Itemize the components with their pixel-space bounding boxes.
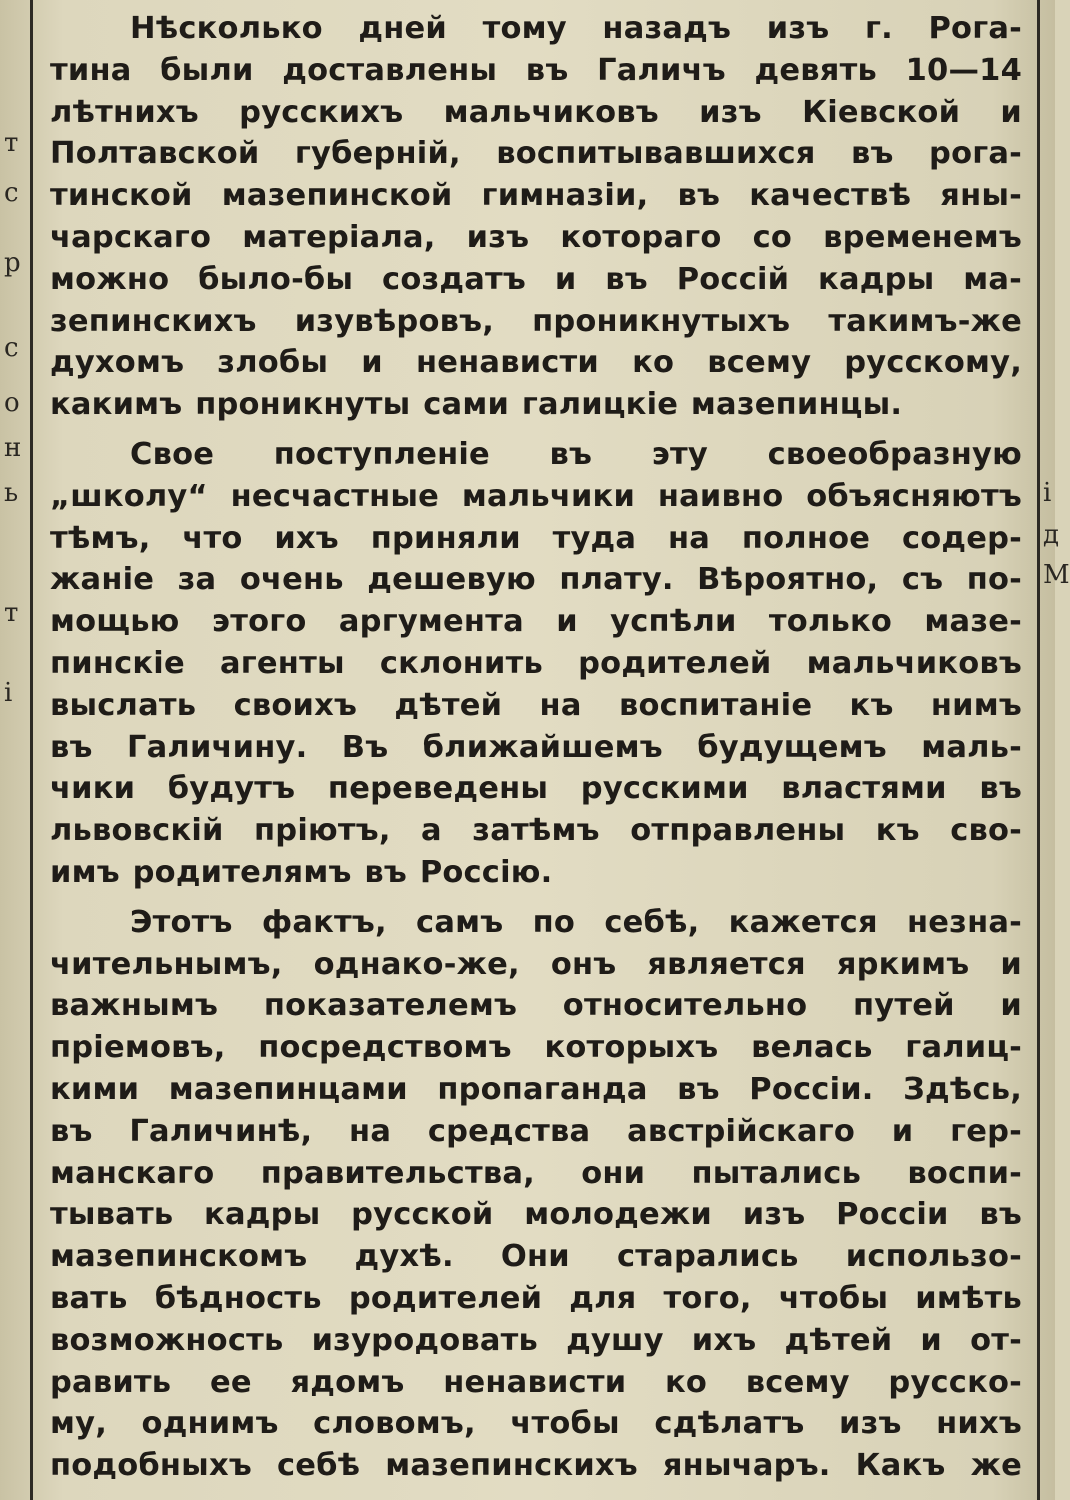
text-line: тывать кадры русской молодежи изъ Россіи въ [50, 1197, 1022, 1233]
article-paragraph [50, 8, 1022, 426]
right-margin-fragment: д [1043, 520, 1060, 550]
text-line: чительнымъ, однако-же, онъ является яркимъ и [50, 946, 1022, 982]
text-line: важнымъ показателемъ относительно путей и [50, 988, 1022, 1024]
article-paragraph [50, 902, 1022, 1487]
text-line: львовскій пріютъ, а затѣмъ отправлены къ сво- [50, 813, 1022, 849]
left-margin-fragment: т [4, 128, 19, 158]
text-line: равить ее ядомъ ненависти ко всему русско- [50, 1364, 1022, 1400]
text-line: му, однимъ словомъ, чтобы сдѣлатъ изъ нихъ [50, 1406, 1022, 1442]
text-line: зепинскихъ изувѣровъ, проникнутыхъ такимъ-же [50, 303, 1022, 339]
text-line: возможность изуродовать душу ихъ дѣтей и от- [50, 1322, 1022, 1358]
text-line: Нѣсколько дней тому назадъ изъ г. Рога- [130, 11, 1022, 46]
text-line: мазепинскомъ духѣ. Они старались использо- [50, 1239, 1022, 1275]
text-line: вать бѣдность родителей для того, чтобы имѣть [50, 1280, 1022, 1316]
text-line: Свое поступленіе въ эту своеобразную [130, 436, 1022, 472]
article-paragraph [50, 434, 1022, 894]
text-line: духомъ злобы и ненависти ко всему русскому, [50, 345, 1022, 381]
text-line: мощью этого аргумента и успѣли только мазе- [50, 604, 1022, 640]
text-line: лѣтнихъ русскихъ мальчиковъ изъ Кіевской и [50, 94, 1022, 130]
text-line: Этотъ фактъ, самъ по себѣ, кажется незна- [130, 904, 1022, 940]
text-line: кими мазепинцами пропаганда въ Россіи. Здѣсь, [50, 1071, 1022, 1107]
right-margin-fragment: і [1043, 478, 1052, 508]
text-line: въ Галичину. Въ ближайшемъ будущемъ маль- [50, 729, 1022, 765]
paragraph-gap [50, 426, 1022, 434]
text-line: можно было-бы создатъ и въ Россій кадры ма- [50, 261, 1022, 297]
left-margin-fragment: с [4, 178, 19, 208]
text-line: какимъ проникнуты сами галицкіе мазепинцы. [50, 387, 903, 423]
text-line: тина были доставлены въ Галичъ девять 10—14 [50, 52, 1022, 88]
text-line: тинской мазепинской гимназіи, въ качествѣ яны- [50, 178, 1022, 214]
left-column-rule [30, 0, 33, 1500]
right-margin-fragment: М [1043, 560, 1070, 590]
left-margin-fragment: с [4, 333, 19, 363]
left-margin-fragment: о [4, 388, 20, 418]
right-column-rule [1037, 0, 1040, 1500]
text-line: Полтавской губерній, воспитывавшихся въ рога- [50, 136, 1022, 172]
text-line: пріемовъ, посредствомъ которыхъ велась галиц- [50, 1030, 1022, 1066]
text-line: пинскіе агенты склонить родителей мальчиковъ [50, 645, 1022, 681]
text-line: тѣмъ, что ихъ приняли туда на полное содер- [50, 520, 1022, 556]
left-margin-fragment: т [4, 598, 19, 628]
text-line: манскаго правительства, они пытались воспи- [50, 1155, 1022, 1191]
left-margin-fragment: н [4, 433, 22, 463]
text-line: имъ родителямъ въ Россію. [50, 854, 553, 890]
left-margin-fragment: р [4, 248, 21, 278]
article-column [50, 8, 1022, 1487]
text-line: выслать своихъ дѣтей на воспитаніе къ нимъ [50, 687, 1022, 723]
text-line: въ Галичинѣ, на средства австрійскаго и гер- [50, 1113, 1022, 1149]
text-line: подобныхъ себѣ мазепинскихъ янычаръ. Какъ же [50, 1448, 1022, 1484]
text-line: „школу“ несчастные мальчики наивно объясняютъ [50, 478, 1022, 514]
left-margin-fragment: і [4, 678, 13, 708]
text-line: чарскаго матеріала, изъ котораго со временемъ [50, 219, 1022, 255]
text-line: чики будутъ переведены русскими властями въ [50, 771, 1022, 807]
left-margin-fragment: ь [4, 478, 19, 508]
text-line: жаніе за очень дешевую плату. Вѣроятно, съ по- [50, 562, 1022, 598]
paragraph-gap [50, 894, 1022, 902]
